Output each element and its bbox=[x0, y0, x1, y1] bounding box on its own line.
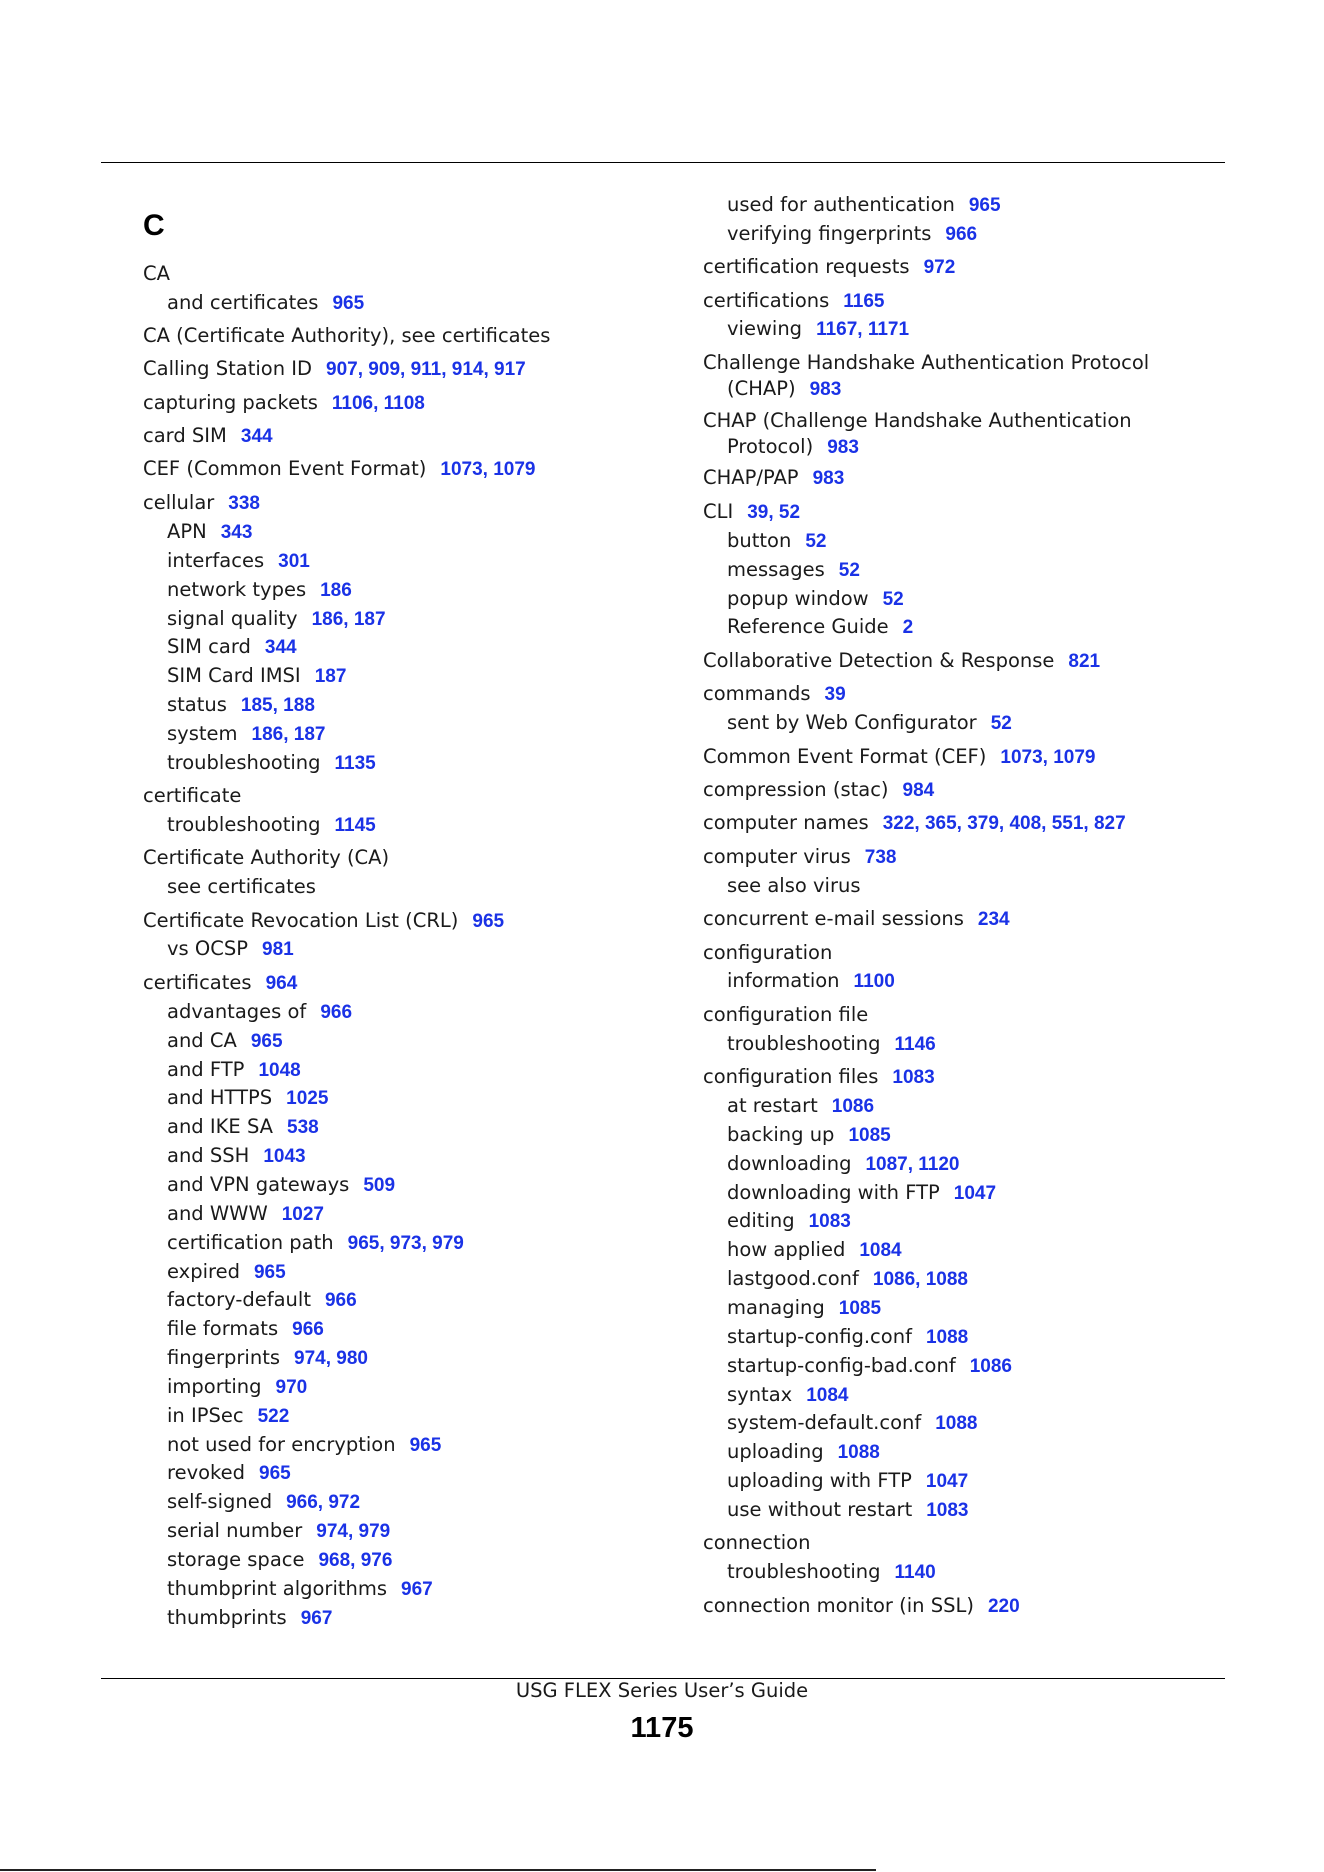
index-subentry bbox=[727, 586, 904, 613]
header-rule bbox=[101, 162, 1225, 163]
page-reference-link[interactable]: 965 bbox=[250, 1031, 283, 1052]
index-entry bbox=[703, 350, 1149, 403]
index-term: and IKE SA bbox=[167, 1115, 274, 1138]
index-term: CHAP (Challenge Handshake Authentication bbox=[703, 409, 1132, 432]
page-reference-link[interactable]: 1073, 1079 bbox=[440, 459, 536, 480]
page-reference-link[interactable]: 966 bbox=[324, 1290, 357, 1311]
index-term: in IPSec bbox=[167, 1404, 244, 1427]
index-term: self-signed bbox=[167, 1490, 273, 1513]
index-entry bbox=[143, 356, 526, 383]
index-term: and SSH bbox=[167, 1144, 250, 1167]
index-term: how applied bbox=[727, 1238, 846, 1261]
index-term: startup-config.conf bbox=[727, 1325, 912, 1348]
index-entry bbox=[703, 254, 955, 281]
page-reference-link[interactable]: 1087, 1120 bbox=[865, 1154, 960, 1175]
page-reference-link[interactable]: 1135 bbox=[334, 753, 376, 774]
page-reference-link[interactable]: 974, 979 bbox=[316, 1521, 391, 1542]
page-reference-link[interactable]: 1086, 1088 bbox=[872, 1269, 968, 1290]
index-entry bbox=[703, 1064, 935, 1091]
index-term: system bbox=[167, 722, 238, 745]
index-subentry bbox=[167, 1028, 283, 1055]
index-subentry bbox=[727, 1031, 936, 1058]
page-reference-link[interactable]: 970 bbox=[275, 1377, 308, 1398]
index-subentry bbox=[727, 614, 913, 641]
index-term: CEF (Common Event Format) bbox=[143, 457, 427, 480]
index-subentry bbox=[167, 1172, 395, 1199]
index-term: file formats bbox=[167, 1317, 279, 1340]
index-subentry bbox=[167, 936, 294, 963]
index-subentry bbox=[727, 192, 1001, 219]
index-term: Certificate Authority (CA) bbox=[143, 846, 390, 869]
page-reference-link[interactable]: 234 bbox=[977, 909, 1010, 930]
page-reference-link[interactable]: 52 bbox=[990, 713, 1012, 734]
page-reference-link[interactable]: 983 bbox=[827, 437, 859, 458]
index-term: card SIM bbox=[143, 424, 227, 447]
page-reference-link[interactable]: 1146 bbox=[894, 1034, 936, 1055]
page-reference-link[interactable]: 965 bbox=[259, 1463, 291, 1484]
footer-title: USG FLEX Series User’s Guide bbox=[515, 1679, 809, 1702]
index-term: information bbox=[727, 969, 840, 992]
index-subentry bbox=[167, 1057, 301, 1084]
page-reference-link[interactable]: 186, 187 bbox=[311, 609, 386, 630]
index-term: used for authentication bbox=[727, 193, 955, 216]
page-reference-link[interactable]: 983 bbox=[809, 379, 842, 400]
index-term: CLI bbox=[703, 500, 734, 523]
index-subentry bbox=[727, 1559, 936, 1586]
index-entry bbox=[703, 1002, 868, 1028]
page-reference-link[interactable]: 301 bbox=[278, 551, 310, 572]
page-reference-link[interactable]: 1086 bbox=[969, 1356, 1012, 1377]
index-term: Common Event Format (CEF) bbox=[703, 745, 987, 768]
index-subentry bbox=[167, 577, 352, 604]
index-subentry bbox=[167, 548, 310, 575]
index-term: factory-default bbox=[167, 1288, 311, 1311]
index-entry bbox=[703, 499, 800, 526]
index-term: configuration files bbox=[703, 1065, 879, 1088]
page-reference-link[interactable]: 1145 bbox=[334, 815, 376, 836]
index-term: and FTP bbox=[167, 1058, 245, 1081]
index-subentry bbox=[167, 1489, 360, 1516]
index-subentry bbox=[167, 1460, 291, 1487]
index-subentry bbox=[727, 221, 977, 248]
index-subentry bbox=[727, 316, 909, 343]
index-term: capturing packets bbox=[143, 391, 318, 414]
page-reference-link[interactable]: 966 bbox=[945, 224, 978, 245]
page-reference-link[interactable]: 1086 bbox=[831, 1096, 875, 1117]
index-subentry bbox=[167, 1259, 286, 1286]
page-reference-link[interactable]: 1083 bbox=[926, 1500, 969, 1521]
page-reference-link[interactable]: 538 bbox=[287, 1117, 319, 1138]
page-reference-link[interactable]: 965, 973, 979 bbox=[347, 1233, 464, 1254]
index-subentry bbox=[167, 1345, 368, 1372]
index-entry bbox=[703, 940, 832, 966]
index-entry bbox=[703, 744, 1095, 771]
index-term: configuration bbox=[703, 941, 833, 964]
index-subentry bbox=[167, 1114, 319, 1141]
page-reference-link[interactable]: 1106, 1108 bbox=[331, 393, 425, 414]
index-term: thumbprints bbox=[167, 1606, 287, 1629]
page-reference-link[interactable]: 984 bbox=[902, 780, 935, 801]
index-entry bbox=[703, 777, 934, 804]
index-subentry bbox=[167, 519, 252, 546]
index-term: troubleshooting bbox=[727, 1560, 881, 1583]
page-reference-link[interactable]: 186, 187 bbox=[251, 724, 326, 745]
index-term: fingerprints bbox=[167, 1346, 281, 1369]
index-term: syntax bbox=[727, 1383, 793, 1406]
index-subentry bbox=[727, 1439, 880, 1466]
index-term: and HTTPS bbox=[167, 1086, 273, 1109]
index-term-continuation-text: (CHAP) bbox=[727, 377, 796, 400]
page-reference-link[interactable]: 343 bbox=[220, 522, 253, 543]
index-subentry bbox=[167, 1518, 390, 1545]
page-reference-link[interactable]: 1088 bbox=[837, 1442, 880, 1463]
index-term: computer virus bbox=[703, 845, 851, 868]
index-term: revoked bbox=[167, 1461, 246, 1484]
page-reference-link[interactable]: 185, 188 bbox=[240, 695, 315, 716]
page-reference-link[interactable]: 967 bbox=[300, 1608, 333, 1629]
index-subentry bbox=[727, 1410, 978, 1437]
page-reference-link[interactable]: 965 bbox=[409, 1435, 442, 1456]
index-subentry bbox=[167, 663, 346, 690]
page-reference-link[interactable]: 907, 909, 911, 914, 917 bbox=[326, 359, 526, 380]
index-subentry bbox=[167, 1432, 441, 1459]
page-reference-link[interactable]: 1088 bbox=[935, 1413, 978, 1434]
page-reference-link[interactable]: 39 bbox=[824, 684, 846, 705]
section-letter: C bbox=[143, 209, 165, 242]
index-subentry bbox=[167, 1316, 324, 1343]
index-entry bbox=[143, 783, 241, 809]
index-subentry bbox=[167, 1547, 392, 1574]
page-reference-link[interactable]: 974, 980 bbox=[294, 1348, 368, 1369]
index-term-continuation-text: Protocol) bbox=[727, 435, 814, 458]
index-term: at restart bbox=[727, 1094, 818, 1117]
page-reference-link[interactable]: 738 bbox=[864, 847, 897, 868]
page-reference-link[interactable]: 344 bbox=[240, 426, 273, 447]
index-subentry bbox=[727, 1468, 968, 1495]
index-term: importing bbox=[167, 1375, 262, 1398]
index-subentry bbox=[727, 528, 826, 555]
index-term: status bbox=[167, 693, 227, 716]
index-subentry bbox=[727, 1237, 902, 1264]
page-reference-link[interactable]: 966 bbox=[292, 1319, 324, 1340]
page-reference-link[interactable]: 967 bbox=[401, 1579, 433, 1600]
page-reference-link[interactable]: 2 bbox=[902, 617, 914, 638]
page-reference-link[interactable]: 52 bbox=[805, 531, 827, 552]
index-entry bbox=[143, 845, 389, 871]
index-term: Certificate Revocation List (CRL) bbox=[143, 909, 459, 932]
index-subentry bbox=[727, 1295, 881, 1322]
index-term: and CA bbox=[167, 1029, 237, 1052]
index-term: storage space bbox=[167, 1548, 305, 1571]
index-term: CHAP/PAP bbox=[703, 466, 799, 489]
index-subentry bbox=[727, 1382, 848, 1409]
page-reference-link[interactable]: 965 bbox=[253, 1262, 286, 1283]
index-term: and VPN gateways bbox=[167, 1173, 350, 1196]
index-term: thumbprint algorithms bbox=[167, 1577, 388, 1600]
index-entry bbox=[143, 908, 504, 935]
index-term: interfaces bbox=[167, 549, 265, 572]
page-reference-link[interactable]: 821 bbox=[1068, 651, 1101, 672]
index-subentry bbox=[167, 1374, 307, 1401]
index-term: viewing bbox=[727, 317, 803, 340]
index-entry bbox=[703, 1593, 1020, 1620]
index-subentry bbox=[167, 812, 376, 839]
index-subentry bbox=[167, 634, 297, 661]
page-reference-link[interactable]: 966, 972 bbox=[286, 1492, 361, 1513]
index-term-continuation bbox=[703, 434, 1132, 461]
index-term: APN bbox=[167, 520, 207, 543]
index-term: Reference Guide bbox=[727, 615, 889, 638]
index-term: compression (stac) bbox=[703, 778, 889, 801]
index-term: SIM card bbox=[167, 635, 251, 658]
page-reference-link[interactable]: 52 bbox=[882, 589, 904, 610]
index-entry bbox=[703, 906, 1010, 933]
page-reference-link[interactable]: 1073, 1079 bbox=[1000, 747, 1096, 768]
page-reference-link[interactable]: 344 bbox=[264, 637, 297, 658]
index-entry bbox=[703, 1530, 810, 1556]
index-entry bbox=[143, 490, 260, 517]
page-reference-link[interactable]: 220 bbox=[987, 1596, 1020, 1617]
index-subentry bbox=[727, 873, 861, 899]
page-reference-link[interactable]: 981 bbox=[262, 939, 294, 960]
page-reference-link[interactable]: 966 bbox=[320, 1002, 353, 1023]
index-subentry bbox=[167, 606, 386, 633]
page-reference-link[interactable]: 1165 bbox=[843, 291, 885, 312]
index-term: CA (Certificate Authority), see certificates bbox=[143, 324, 551, 347]
page-reference-link[interactable]: 1167, 1171 bbox=[816, 319, 910, 340]
index-term: Collaborative Detection & Response bbox=[703, 649, 1055, 672]
index-subentry bbox=[167, 1287, 357, 1314]
index-subentry bbox=[727, 1122, 891, 1149]
page-reference-link[interactable]: 964 bbox=[265, 973, 298, 994]
index-term: backing up bbox=[727, 1123, 835, 1146]
index-entry bbox=[703, 408, 1132, 461]
index-entry bbox=[703, 288, 885, 315]
page-reference-link[interactable]: 1043 bbox=[263, 1146, 306, 1167]
index-term: CA bbox=[143, 262, 170, 285]
page-reference-link[interactable]: 972 bbox=[923, 257, 956, 278]
index-term: popup window bbox=[727, 587, 869, 610]
page-reference-link[interactable]: 1084 bbox=[859, 1240, 902, 1261]
index-term: Calling Station ID bbox=[143, 357, 313, 380]
page-reference-link[interactable]: 1084 bbox=[806, 1385, 849, 1406]
page-reference-link[interactable]: 1083 bbox=[892, 1067, 935, 1088]
index-term: network types bbox=[167, 578, 307, 601]
index-term: commands bbox=[703, 682, 811, 705]
index-subentry bbox=[167, 1143, 306, 1170]
page-reference-link[interactable]: 338 bbox=[228, 493, 260, 514]
index-term: vs OCSP bbox=[167, 937, 248, 960]
page-reference-link[interactable]: 1083 bbox=[808, 1211, 851, 1232]
page-reference-link[interactable]: 52 bbox=[838, 560, 860, 581]
index-term: SIM Card IMSI bbox=[167, 664, 301, 687]
index-term: messages bbox=[727, 558, 825, 581]
index-term: uploading with FTP bbox=[727, 1469, 912, 1492]
index-term: concurrent e-mail sessions bbox=[703, 907, 964, 930]
index-term: troubleshooting bbox=[167, 813, 321, 836]
index-term: system-default.conf bbox=[727, 1411, 922, 1434]
index-term: see certificates bbox=[167, 875, 316, 898]
index-term: lastgood.conf bbox=[727, 1267, 859, 1290]
index-subentry bbox=[167, 1403, 289, 1430]
index-entry bbox=[143, 423, 273, 450]
index-term: serial number bbox=[167, 1519, 303, 1542]
index-entry bbox=[143, 261, 170, 287]
page-number: 1175 bbox=[630, 1712, 694, 1744]
index-term: downloading with FTP bbox=[727, 1181, 940, 1204]
index-subentry bbox=[167, 1201, 324, 1228]
page-reference-link[interactable]: 1085 bbox=[848, 1125, 891, 1146]
index-entry bbox=[703, 465, 844, 492]
page-reference-link[interactable]: 1048 bbox=[258, 1060, 301, 1081]
index-term: managing bbox=[727, 1296, 825, 1319]
index-term: use without restart bbox=[727, 1498, 913, 1521]
page-reference-link[interactable]: 187 bbox=[314, 666, 347, 687]
index-entry bbox=[703, 810, 1126, 837]
index-term: sent by Web Configurator bbox=[727, 711, 977, 734]
index-term: certification requests bbox=[703, 255, 910, 278]
index-subentry bbox=[167, 1576, 433, 1603]
index-term: signal quality bbox=[167, 607, 298, 630]
index-term: configuration file bbox=[703, 1003, 869, 1026]
page-reference-link[interactable]: 1047 bbox=[953, 1183, 997, 1204]
index-term: downloading bbox=[727, 1152, 852, 1175]
index-term: and certificates bbox=[167, 291, 319, 314]
index-term-continuation bbox=[703, 376, 1149, 403]
index-term: connection monitor (in SSL) bbox=[703, 1594, 974, 1617]
index-subentry bbox=[727, 1180, 996, 1207]
index-term: certification path bbox=[167, 1231, 334, 1254]
index-term: uploading bbox=[727, 1440, 824, 1463]
page-reference-link[interactable]: 1140 bbox=[894, 1562, 936, 1583]
index-term: expired bbox=[167, 1260, 240, 1283]
index-subentry bbox=[167, 1605, 332, 1632]
page-reference-link[interactable]: 983 bbox=[812, 468, 845, 489]
page-reference-link[interactable]: 1025 bbox=[286, 1088, 329, 1109]
index-term: cellular bbox=[143, 491, 215, 514]
index-subentry bbox=[727, 1093, 874, 1120]
index-subentry bbox=[727, 1497, 969, 1524]
index-term: editing bbox=[727, 1209, 795, 1232]
index-subentry bbox=[167, 1085, 328, 1112]
index-entry bbox=[143, 970, 297, 997]
index-term: advantages of bbox=[167, 1000, 307, 1023]
page-reference-link[interactable]: 322, 365, 379, 408, 551, 827 bbox=[882, 813, 1126, 834]
page-reference-link[interactable]: 186 bbox=[320, 580, 352, 601]
index-subentry bbox=[167, 1230, 464, 1257]
index-term: troubleshooting bbox=[727, 1032, 881, 1055]
page-reference-link[interactable]: 968, 976 bbox=[318, 1550, 393, 1571]
index-subentry bbox=[727, 557, 860, 584]
page-reference-link[interactable]: 39, 52 bbox=[747, 502, 801, 523]
index-subentry bbox=[727, 968, 895, 995]
index-entry bbox=[703, 681, 846, 708]
index-subentry bbox=[727, 1208, 851, 1235]
bottom-edge-line bbox=[0, 1869, 876, 1871]
index-subentry bbox=[167, 692, 315, 719]
page-reference-link[interactable]: 965 bbox=[968, 195, 1001, 216]
page-reference-link[interactable]: 522 bbox=[257, 1406, 290, 1427]
index-term: certificates bbox=[143, 971, 252, 994]
index-term: startup-config-bad.conf bbox=[727, 1354, 956, 1377]
index-term: certificate bbox=[143, 784, 242, 807]
index-subentry bbox=[167, 721, 325, 748]
index-subentry bbox=[167, 999, 352, 1026]
index-entry bbox=[703, 648, 1100, 675]
index-term: computer names bbox=[703, 811, 869, 834]
index-term: Challenge Handshake Authentication Protocol bbox=[703, 351, 1150, 374]
index-entry bbox=[703, 844, 896, 871]
index-term: not used for encryption bbox=[167, 1433, 396, 1456]
index-subentry bbox=[727, 1266, 968, 1293]
index-term: troubleshooting bbox=[167, 751, 321, 774]
index-subentry bbox=[727, 1324, 968, 1351]
index-subentry bbox=[727, 1353, 1012, 1380]
page-reference-link[interactable]: 1100 bbox=[853, 971, 895, 992]
page-reference-link[interactable]: 1027 bbox=[281, 1204, 325, 1225]
page-reference-link[interactable]: 965 bbox=[332, 293, 365, 314]
index-term: connection bbox=[703, 1531, 811, 1554]
index-entry bbox=[143, 456, 535, 483]
page-reference-link[interactable]: 1085 bbox=[838, 1298, 882, 1319]
index-term: verifying fingerprints bbox=[727, 222, 932, 245]
page-reference-link[interactable]: 509 bbox=[363, 1175, 396, 1196]
index-term: button bbox=[727, 529, 792, 552]
index-term: certifications bbox=[703, 289, 830, 312]
page-reference-link[interactable]: 965 bbox=[472, 911, 505, 932]
index-term: and WWW bbox=[167, 1202, 268, 1225]
index-subentry bbox=[727, 710, 1012, 737]
index-subentry bbox=[167, 750, 376, 777]
index-subentry bbox=[167, 874, 316, 900]
index-term: see also virus bbox=[727, 874, 861, 897]
page-reference-link[interactable]: 1088 bbox=[925, 1327, 969, 1348]
index-subentry bbox=[727, 1151, 960, 1178]
index-subentry bbox=[167, 290, 364, 317]
page-reference-link[interactable]: 1047 bbox=[925, 1471, 969, 1492]
index-entry bbox=[143, 323, 550, 349]
index-entry bbox=[143, 390, 425, 417]
